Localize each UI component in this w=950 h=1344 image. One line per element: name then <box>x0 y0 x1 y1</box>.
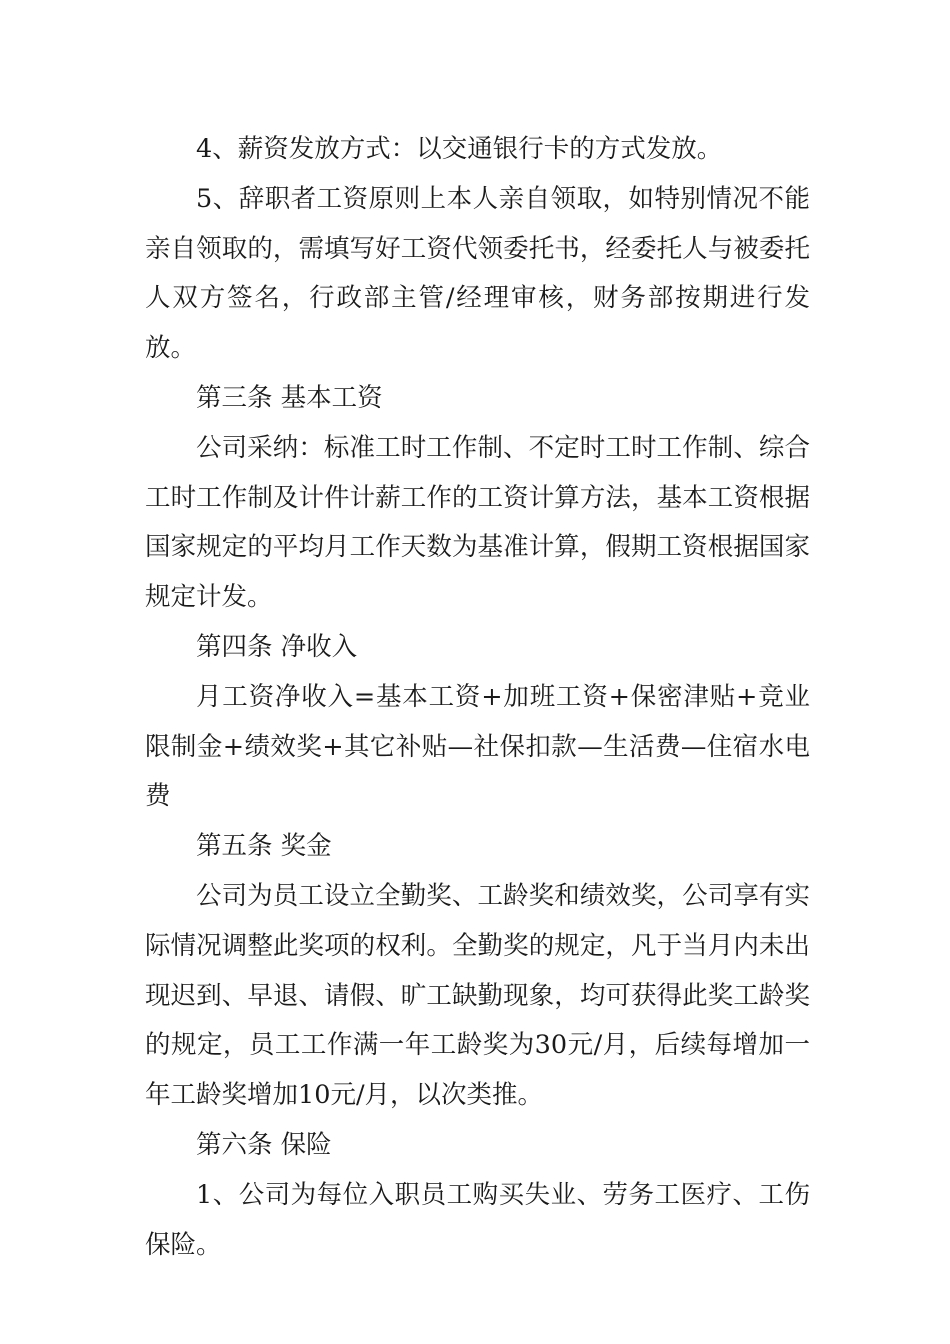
heading-article-4: 第四条 净收入 <box>196 631 358 662</box>
paragraph-resignation-salary: 5、辞职者工资原则上本人亲自领取，如特别情况不能亲自领取的，需填写好工资代领委托书，经委托人与被委托人双方签名，行政部主管/经理审核，财务部按期进行发放。 <box>145 183 810 364</box>
heading-article-6: 第六条 保险 <box>196 1129 332 1160</box>
paragraph-insurance: 1、公司为每位入职员工购买失业、劳务工医疗、工伤保险。 <box>145 1179 810 1260</box>
heading-article-3: 第三条 基本工资 <box>196 382 383 413</box>
document-body <box>145 125 810 1270</box>
heading-article-5: 第五条 奖金 <box>196 831 332 862</box>
paragraph-basic-salary: 公司采纳：标准工时工作制、不定时工时工作制、综合工时工作制及计件计薪工作的工资计算方法，基本工资根据国家规定的平均月工作天数为基准计算，假期工资根据国家规定计发。 <box>145 432 810 613</box>
paragraph-bonus: 公司为员工设立全勤奖、工龄奖和绩效奖，公司享有实际情况调整此奖项的权利。全勤奖的规定，凡于当月内未出现迟到、早退、请假、旷工缺勤现象，均可获得此奖工龄奖的规定，员工工作满一年工龄奖为30元/月，后续每增加一年工龄奖增加10元/月，以次类推。 <box>145 880 810 1111</box>
paragraph-salary-payment-method: 4、薪资发放方式：以交通银行卡的方式发放。 <box>196 134 723 164</box>
paragraph-net-income: 月工资净收入=基本工资+加班工资+保密津贴+竞业限制金+绩效奖+其它补贴—社保扣款—生活费—住宿水电费 <box>145 681 810 812</box>
